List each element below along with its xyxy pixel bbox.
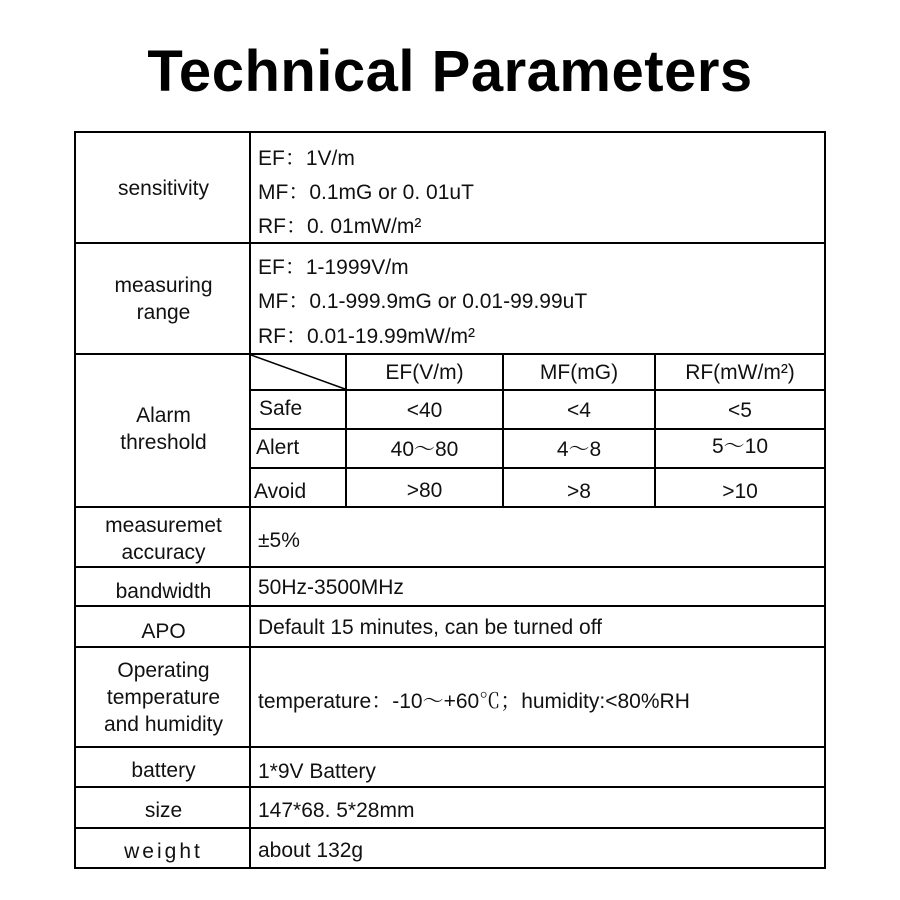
label-measuring-range-1: measuring (114, 274, 213, 297)
label-accuracy-2: accuracy (121, 541, 206, 564)
page-title: Technical Parameters (147, 39, 753, 104)
row-divider (76, 827, 824, 829)
alarm-safe-mf: <4 (567, 399, 591, 422)
alarm-safe-ef: <40 (406, 399, 443, 422)
alarm-avoid-mf: >8 (567, 480, 591, 503)
alarm-alert-ef: 40～80 (390, 438, 459, 461)
alarm-alert-rf: 5～10 (711, 435, 769, 458)
value-range-mf: MF：0.1-999.9mG or 0.01-99.99uT (258, 290, 588, 313)
row-divider (76, 242, 824, 244)
value-sensitivity-rf: RF：0. 01mW/m² (258, 215, 422, 238)
row-divider (76, 506, 824, 508)
value-range-rf: RF：0.01-19.99mW/m² (258, 325, 476, 348)
label-bandwidth: bandwidth (115, 580, 212, 603)
row-divider (76, 746, 824, 748)
label-size: size (144, 799, 183, 822)
value-weight: about 132g (258, 839, 364, 862)
label-alarm-threshold-2: threshold (120, 431, 207, 454)
alarm-level-alert: Alert (256, 436, 300, 459)
value-accuracy: ±5% (258, 529, 300, 552)
alarm-level-safe: Safe (259, 397, 303, 420)
value-operating: temperature：-10～+60℃；humidity:<80%RH (258, 690, 690, 713)
alarm-header-ef: EF(V/m) (385, 361, 464, 384)
row-divider (76, 353, 824, 355)
value-size: 147*68. 5*28mm (258, 799, 415, 822)
value-sensitivity-ef: EF：1V/m (258, 147, 355, 170)
value-range-ef: EF：1-1999V/m (258, 256, 409, 279)
parameters-table (74, 131, 826, 869)
row-divider (76, 786, 824, 788)
label-operating-2: temperature (106, 686, 221, 709)
label-operating-1: Operating (117, 659, 210, 682)
label-weight: weight (124, 840, 203, 863)
value-bandwidth: 50Hz-3500MHz (258, 576, 404, 599)
label-battery: battery (131, 759, 196, 782)
label-apo: APO (141, 620, 186, 643)
alarm-avoid-ef: >80 (406, 479, 443, 502)
alarm-header-mf: MF(mG) (539, 361, 619, 384)
alarm-safe-rf: <5 (728, 399, 752, 422)
alarm-header-rf: RF(mW/m²) (685, 361, 795, 384)
row-divider (76, 646, 824, 648)
value-battery: 1*9V Battery (258, 760, 376, 783)
row-divider (76, 605, 824, 607)
label-measuring-range-2: range (136, 301, 191, 324)
alarm-grid-line (251, 467, 824, 469)
alarm-grid-line (251, 428, 824, 430)
value-sensitivity-mf: MF：0.1mG or 0. 01uT (258, 181, 474, 204)
row-divider (76, 566, 824, 568)
alarm-avoid-rf: >10 (722, 480, 758, 503)
value-apo: Default 15 minutes, can be turned off (258, 616, 602, 639)
label-operating-3: and humidity (103, 713, 224, 736)
alarm-alert-mf: 4～8 (556, 438, 602, 461)
label-alarm-threshold-1: Alarm (136, 404, 191, 427)
label-accuracy-1: measuremet (105, 514, 222, 537)
diagonal-header-cell (251, 355, 347, 391)
alarm-level-avoid: Avoid (254, 480, 307, 503)
label-sensitivity: sensitivity (117, 177, 210, 200)
